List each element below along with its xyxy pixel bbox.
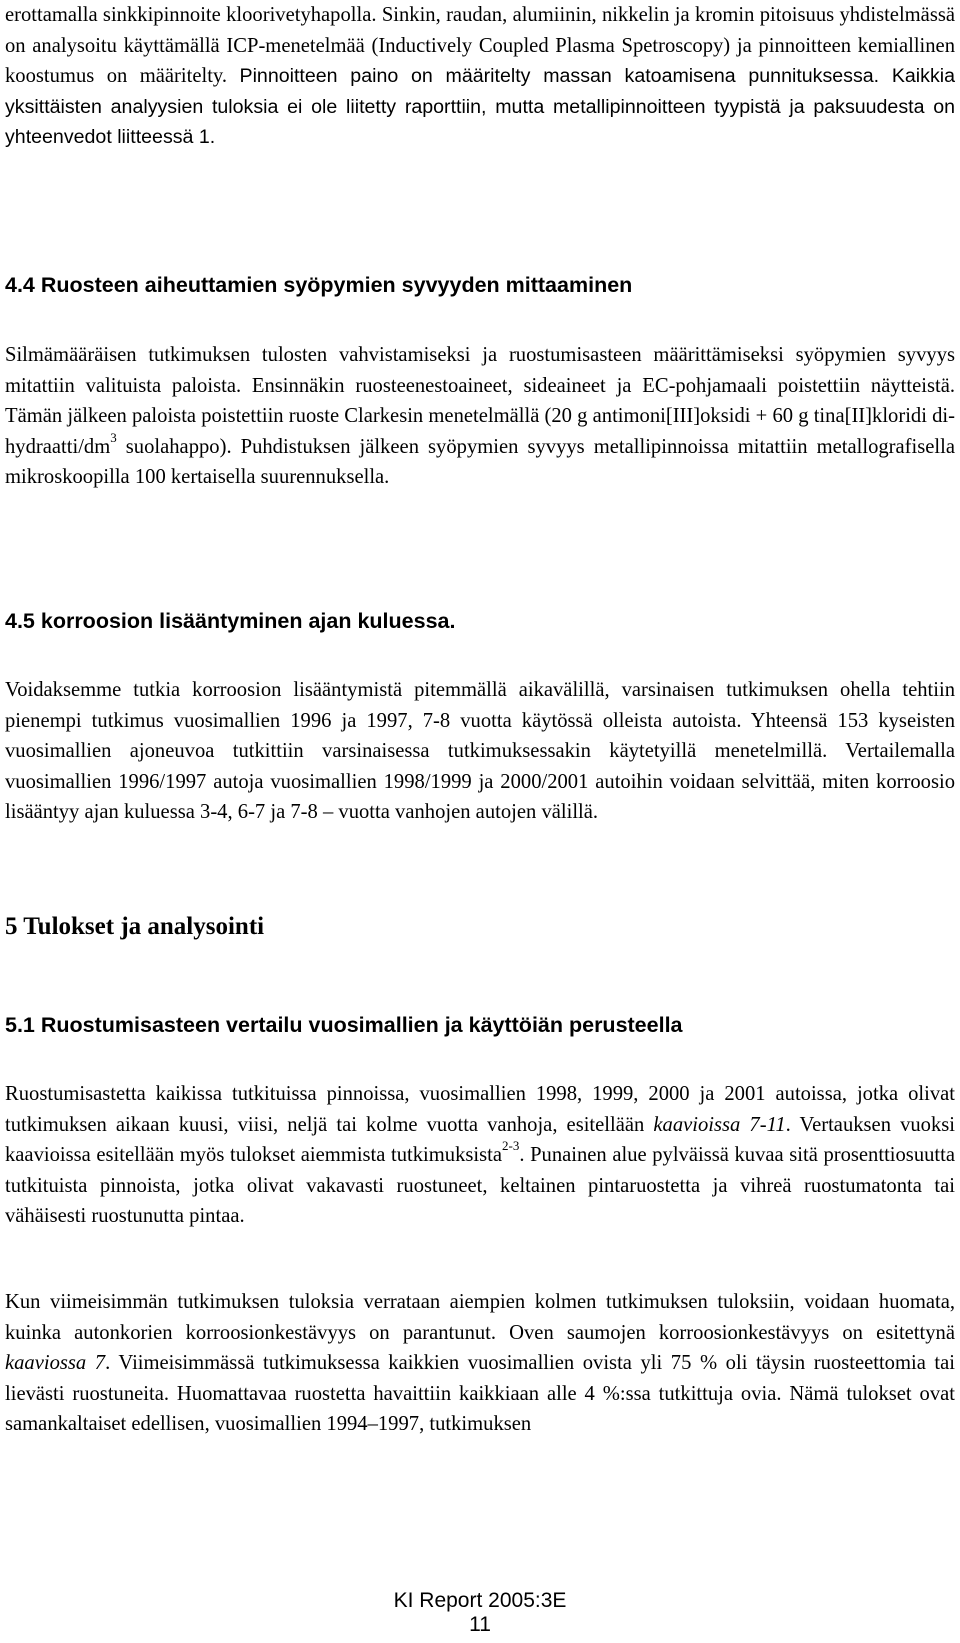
superscript: 2-3 bbox=[502, 1138, 520, 1154]
section-5-1-heading: 5.1 Ruostumisasteen vertailu vuosimallien ja käyttöiän perusteella bbox=[5, 1013, 683, 1037]
section-4-4-text-a: Silmämääräisen tutkimuksen tulosten vahvistamiseksi ja ruostumisasteen määrittämiseksi syöpymien syvyys mitattiin valituista paloista. Ensinnäkin ruosteenestoaineet, sideaineet ja EC-pohjamaali poistettiin näytteistä. Tämän jälkeen paloista poistettiin ruoste Clarkesin menetelmällä (20 g antimoni[III]oksidi + 60 g tina[II]kloridi di-hydraatti/dm bbox=[5, 344, 955, 458]
intro-paragraph bbox=[5, 0, 955, 153]
p1-text-c: . Punainen alue pylväissä kuvaa sitä prosenttiosuutta tutkituista pinnoista, jotka olivat vakavasti ruostuneet, keltainen pintaruostetta ja vihreä ruostumatonta tai vähäisesti ruostunutta pintaa. bbox=[5, 1144, 955, 1228]
section-4-4-text-b: suolahappo). Puhdistuksen jälkeen syöpymien syvyys metallipinnoissa mitattiin metallografisella mikroskoopilla 100 kertaisella suurennuksella. bbox=[5, 435, 955, 489]
superscript: 3 bbox=[110, 429, 117, 445]
p2-chart-reference: kaaviossa 7 bbox=[5, 1352, 106, 1375]
p2-text-b: . Viimeisimmässä tutkimuksessa kaikkien vuosimallien ovista yli 75 % oli täysin ruosteettomia tai lievästi ruostuneita. Huomattavaa ruostetta havaittiin kaikkiaan alle 4 %:ssa tutkittuja ovia. Nämä tulokset ovat samankaltaiset edellisen, vuosimallien 1994–1997, tutkimuksen bbox=[5, 1352, 955, 1436]
footer-report-id: KI Report 2005:3E bbox=[393, 1589, 567, 1612]
p2-text-a: Kun viimeisimmän tutkimuksen tuloksia verrataan aiempien kolmen tutkimuksen tuloksiin, voidaan huomata, kuinka autonkorien korroosionkestävyys on parantunut. Oven saumojen korroosionkestävyys on esitettynä bbox=[5, 1291, 955, 1344]
p1-text-a: Ruostumisastetta kaikissa tutkituissa pinnoissa, vuosimallien 1998, 1999, 2000 ja 2001 autoissa, jotka olivat tutkimuksen aikaan kuusi, viisi, neljä tai kolme vuotta vanhoja, esitellään bbox=[5, 1083, 955, 1136]
p1-chart-reference: kaavioissa 7-11 bbox=[653, 1113, 786, 1136]
intro-text-serif: erottamalla sinkkipinnoite kloorivetyhapolla. Sinkin, raudan, alumiinin, nikkelin ja kromin pitoisuus yhdistelmässä on analysoitu käyttämällä ICP-menetelmää (Inductively Coupled Plasma Spetroscopy) ja pinnoitteen kemiallinen koostumus on määritelty. bbox=[5, 4, 955, 88]
page-number: 11 bbox=[469, 1613, 491, 1636]
section-5-1-paragraph-2 bbox=[5, 1287, 955, 1440]
section-4-4-paragraph bbox=[5, 340, 955, 493]
section-5-1-paragraph-1 bbox=[5, 1079, 955, 1232]
intro-text-sans: Pinnoitteen paino on määritelty massan katoamisena punnituksessa. Kaikkia yksittäisten analyysien tuloksia ei ole liitetty raporttiin, mutta metallipinnoitteen tyypistä ja paksuudesta on yhteenvedot liitteessä 1. bbox=[5, 65, 955, 149]
section-4-5-heading: 4.5 korroosion lisääntyminen ajan kuluessa. bbox=[5, 609, 456, 633]
p1-text-b: . Vertauksen vuoksi kaavioissa esitellään myös tulokset aiemmista tutkimuksista bbox=[5, 1113, 955, 1167]
section-5-heading: 5 Tulokset ja analysointi bbox=[5, 913, 265, 940]
section-4-4-heading: 4.4 Ruosteen aiheuttamien syöpymien syvyyden mittaaminen bbox=[5, 273, 633, 297]
section-4-5-paragraph: Voidaksemme tutkia korroosion lisääntymistä pitemmällä aikavälillä, varsinaisen tutkimuksen ohella tehtiin pienempi tutkimus vuosimallien 1996 ja 1997, 7-8 vuotta käytössä olleista autoista. Yhteensä 153 kyseisten vuosimallien ajoneuvoa tutkittiin varsinaisessa tutkimuksessakin käytetyillä menetelmillä. Vertailemalla vuosimallien 1996/1997 autoja vuosimallien 1998/1999 ja 2000/2001 autoihin voidaan selvittää, miten korroosio lisääntyy ajan kuluessa 3-4, 6-7 ja 7-8 – vuotta vanhojen autojen välillä. bbox=[5, 679, 955, 824]
